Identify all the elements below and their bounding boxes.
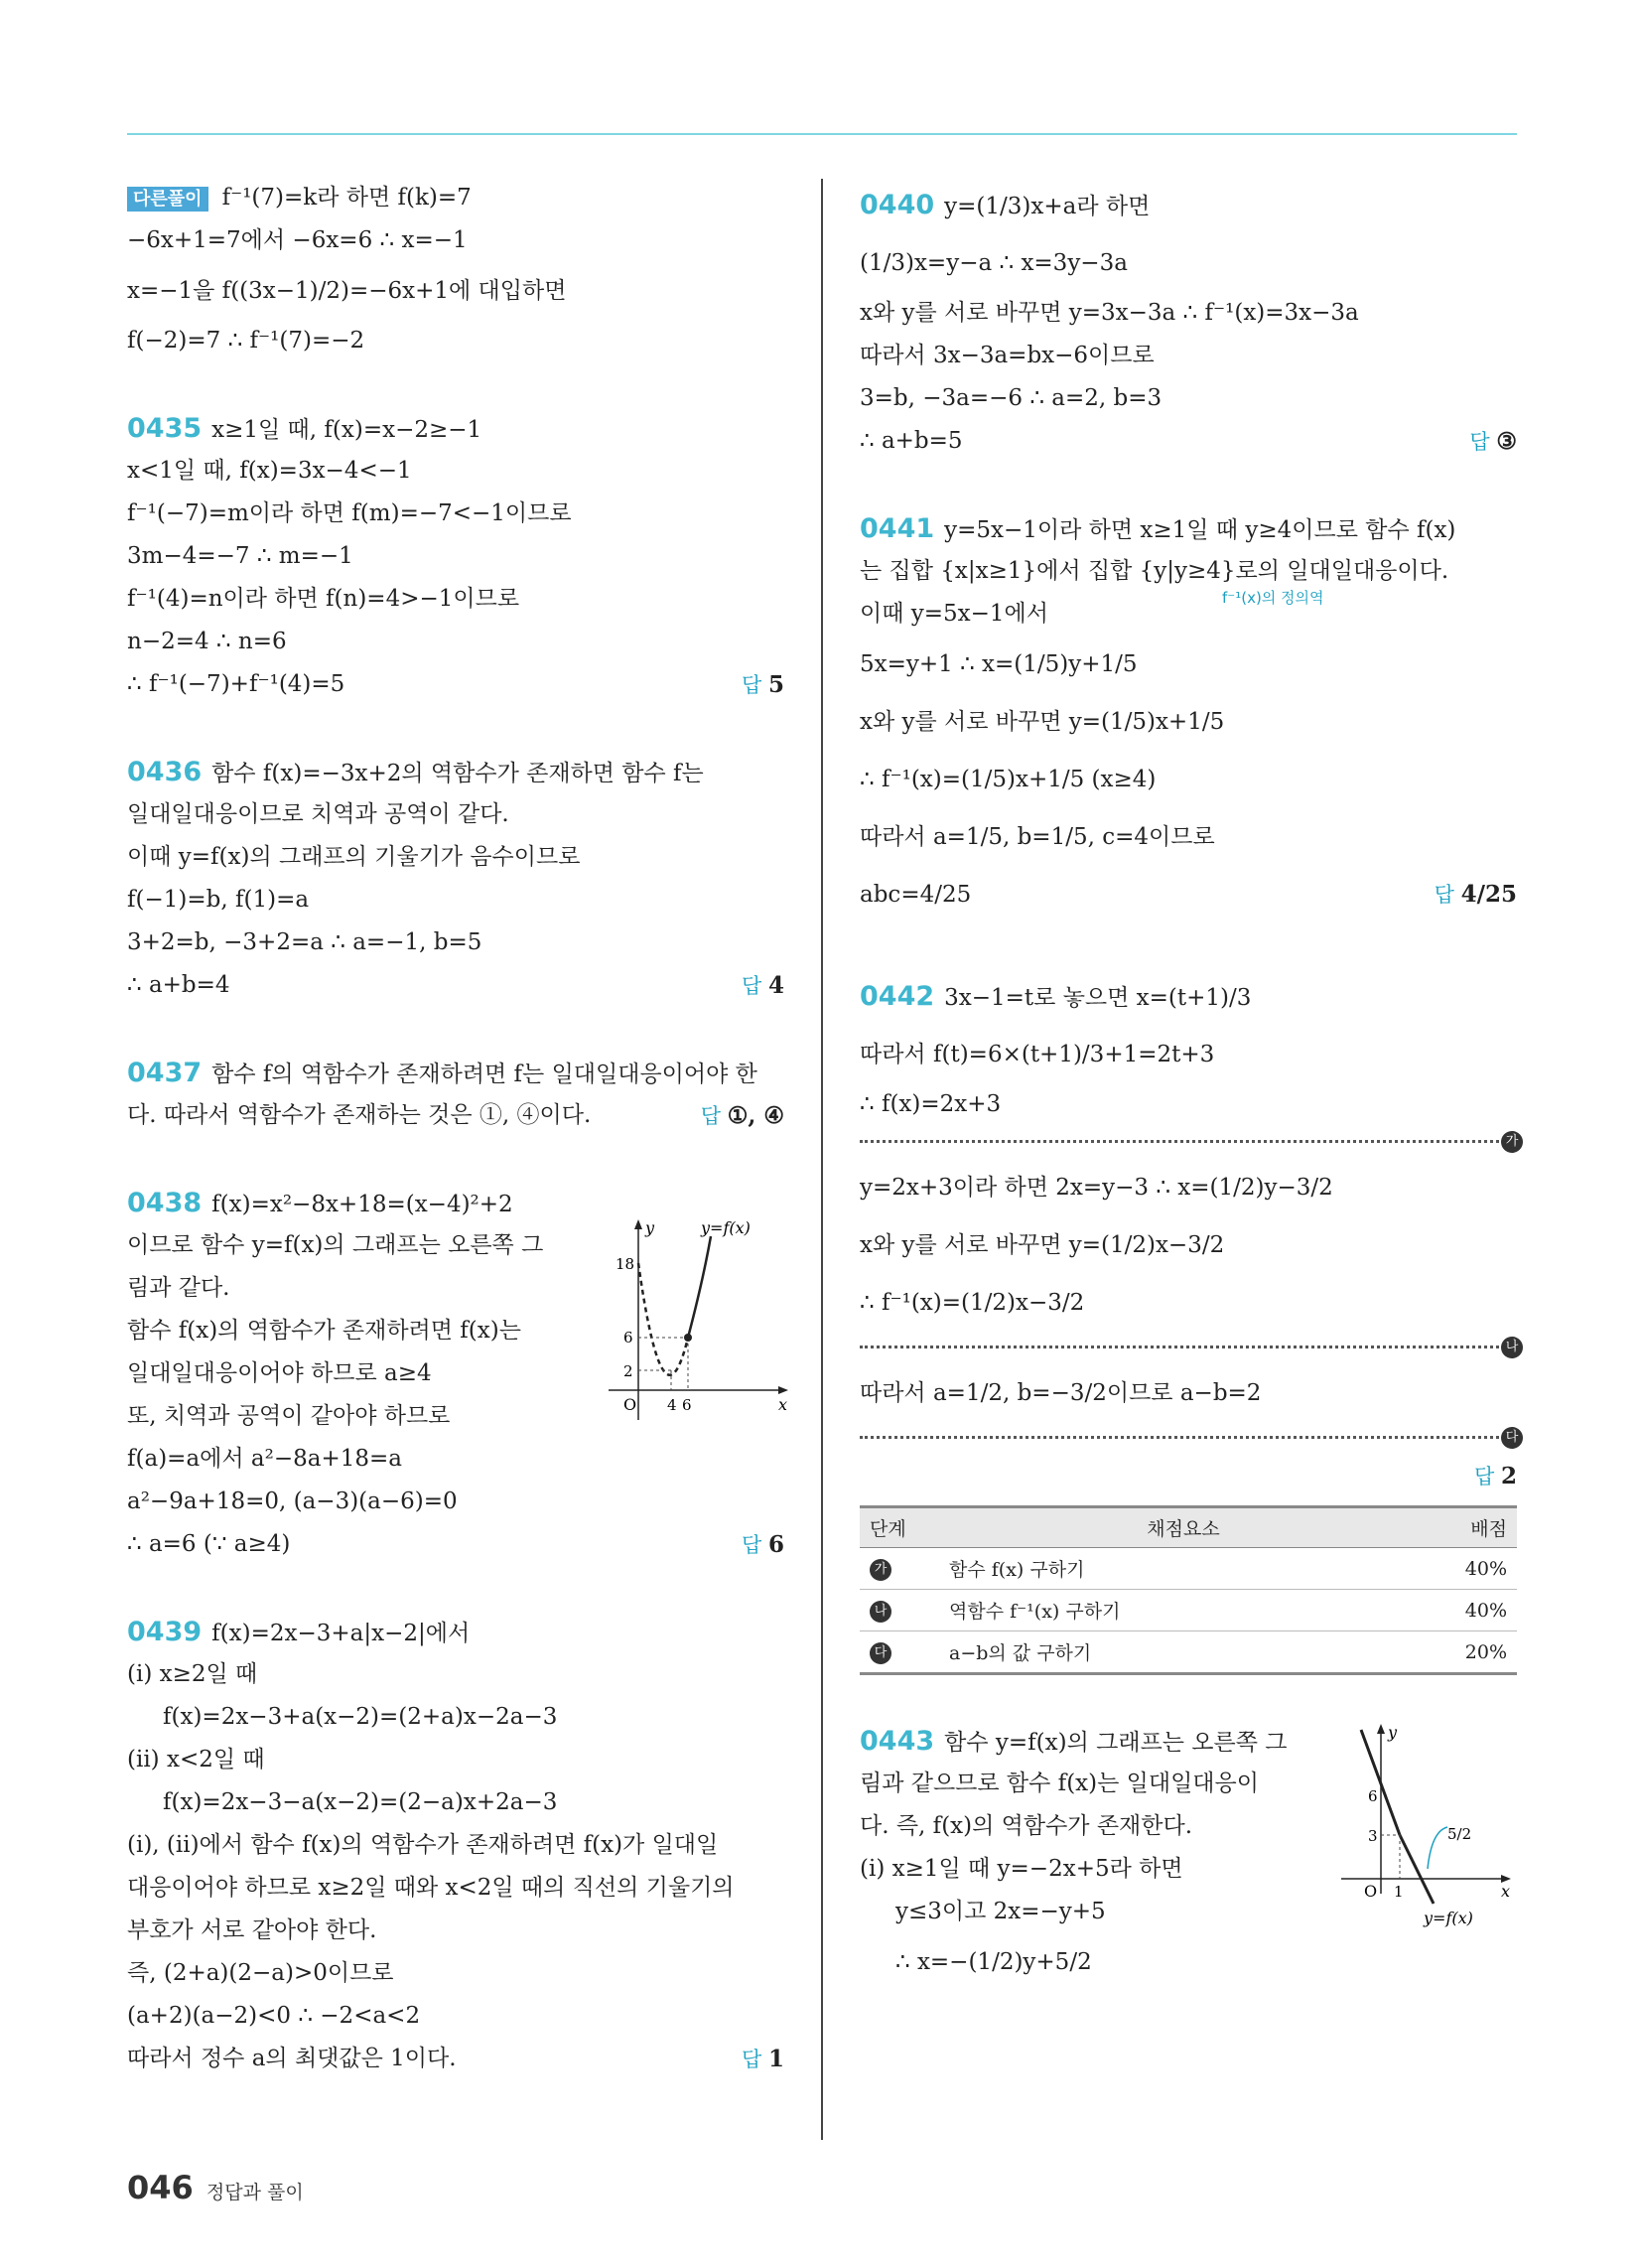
answer: 답 4 — [742, 972, 784, 999]
problem-number: 0443 — [860, 1726, 935, 1757]
parabola-graph — [604, 1211, 792, 1440]
problem-number: 0441 — [860, 513, 935, 544]
answer: 답 ①, ④ — [700, 1102, 784, 1129]
answer: 답 1 — [742, 2046, 784, 2072]
y-tick-6: 6 — [1368, 1787, 1378, 1805]
func-label: y=f(x) — [1424, 1909, 1473, 1927]
page-footer — [127, 2169, 304, 2206]
step-divider — [860, 1340, 1519, 1354]
column-divider — [821, 179, 823, 2140]
problem-number: 0438 — [127, 1188, 203, 1218]
step-mark: 다 — [1501, 1427, 1523, 1449]
problem-0439: 0439 f(x)=2x−3+a|x−2|에서 (i) x≥2일 때 f(x)=2x−3+a(x−2)=(2+a)x−2a−3 (ii) x<2일 때 f(x)=2x−3−a(x−2)=(2−a)x+2a−3 (i), (ii)에서 함수 f(x)의 역함수가 존재하려면 f(x)가 일대일 대응이어야 하므로 x≥2일 때와 x<2일 때의 직선의 기울기의 부호가 서로 같아야 한다. 즉, (2+a)(2−a)>0이므로 (a+2)(a−2)<0 ∴ −2<a<2 따라서 정수 a의 최댓값은 1이다. 답 1 — [127, 1611, 784, 2080]
y-tick-6: 6 — [623, 1329, 633, 1347]
problem-0436: 0436 함수 f(x)=−3x+2의 역함수가 존재하면 함수 f는 일대일대응이므로 치역과 공역이 같다. 이때 y=f(x)의 그래프의 기울기가 음수이므로 f(−1)=b, f(1)=a 3+2=b, −3+2=a ∴ a=−1, b=5 ∴ a+b=4 답 4 — [127, 751, 784, 1007]
problem-number: 0440 — [860, 190, 935, 220]
x-axis-label: x — [778, 1395, 788, 1414]
answer: 답 6 — [742, 1531, 784, 1558]
x-axis-label: x — [1501, 1882, 1511, 1901]
func-label: y=f(x) — [701, 1218, 751, 1237]
table-row: 나 역함수 f⁻¹(x) 구하기 40% — [860, 1590, 1517, 1631]
answer: 답 ③ — [1469, 428, 1517, 455]
problem-0437: 0437 함수 f의 역함수가 존재하려면 f는 일대일대응이어야 한 다. 따라서 역함수가 존재하는 것은 ①, ④이다. 답 ①, ④ — [127, 1052, 784, 1137]
y-axis-label: y — [1388, 1723, 1398, 1742]
x-tick-1: 1 — [1394, 1883, 1404, 1901]
scoring-table: 단계 채점요소 배점 가 함수 f(x) 구하기 40% 나 역함수 f⁻¹(x) 구하기 40% 다 a−b의 값 구하기 20% — [860, 1505, 1517, 1675]
step-mark: 가 — [1501, 1131, 1523, 1153]
solid-curve — [688, 1236, 711, 1338]
origin-label: O — [1364, 1882, 1378, 1901]
problem-0438: 0438 f(x)=x²−8x+18=(x−4)²+2 이므로 함수 y=f(x)의 그래프는 오른쪽 그 림과 같다. 함수 f(x)의 역함수가 존재하려면 f(x)는 일대일대응이어야 하므로 a≥4 또, 치역과 공역이 같아야 하므로 f(a)=a에서 a²−8a+18=a a²−9a+18=0, (a−3)(a−6)=0 ∴ a=6 (∵ a≥4) 답 6 y x O y=f(x) 18 6 2 4 6 — [127, 1182, 784, 1566]
top-rule — [127, 133, 1517, 135]
step-divider — [860, 1430, 1519, 1445]
alt-solution: 다른풀이 f⁻¹(7)=k라 하면 f(k)=7 −6x+1=7에서 −6x=6 ∴ x=−1 x=−1을 f((3x−1)/2)=−6x+1에 대입하면 f(−2)=7 ∴ f⁻¹(7)=−2 — [127, 185, 567, 354]
problem-0435: 0435 x≥1일 때, f(x)=x−2≥−1 x<1일 때, f(x)=3x−4<−1 f⁻¹(−7)=m이라 하면 f(m)=−7<−1이므로 3m−4=−7 ∴ m=−1 f⁻¹(4)=n이라 하면 f(n)=4>−1이므로 n−2=4 ∴ n=6 ∴ f⁻¹(−7)+f⁻¹(4)=5 답 5 — [127, 407, 784, 706]
right-column — [860, 177, 1517, 1991]
y-tick-2: 2 — [623, 1362, 633, 1380]
problem-0441: 0441 y=5x−1이라 하면 x≥1일 때 y≥4이므로 함수 f(x) 는 집합 {x|x≥1}에서 집합 {y|y≥4}로의 일대일대응이다. 이때 y=5x−1에서 f⁻¹(x)의 정의역 5x=y+1 ∴ x=(1/5)y+1/5 x와 y를 서로 바꾸면 y=(1/5)x+1/5 ∴ f⁻¹(x)=(1/5)x+1/5 (x≥4) 따라서 a=1/5, b=1/5, c=4이므로 abc=4/25 답 4/25 — [860, 507, 1517, 923]
problem-number: 0437 — [127, 1058, 203, 1088]
problem-0442: 0442 3x−1=t로 놓으면 x=(t+1)/3 따라서 f(t)=6×(t+1)/3+1=2t+3 ∴ f(x)=2x+3 가 y=2x+3이라 하면 2x=y−3 ∴ x=(1/2)y−3/2 x와 y를 서로 바꾸면 y=(1/2)x−3/2 ∴ f⁻¹(x)=(1/2)x−3/2 나 따라서 a=1/2, b=−3/2이므로 a−b=2 다 답 2 단계 채점요소 배점 가 함수 f(x) 구하기 40% 나 역함수 f⁻¹(x) 구하기 40% 다 a−b의 값 구하기 20% — [860, 968, 1517, 1675]
alt-tag: 다른풀이 — [127, 187, 208, 212]
problem-number: 0439 — [127, 1617, 203, 1647]
problem-number: 0442 — [860, 981, 935, 1012]
table-row: 가 함수 f(x) 구하기 40% — [860, 1548, 1517, 1590]
problem-number: 0435 — [127, 413, 203, 444]
answer: 답 5 — [742, 671, 784, 698]
piecewise-graph — [1336, 1720, 1520, 1938]
problem-0440: 0440 y=(1/3)x+a라 하면 (1/3)x=y−a ∴ x=3y−3a x와 y를 서로 바꾸면 y=3x−3a ∴ f⁻¹(x)=3x−3a 따라서 3x−3a=bx−6이므로 3=b, −3a=−6 ∴ a=2, b=3 ∴ a+b=5 답 ③ — [860, 177, 1517, 463]
step-divider — [860, 1134, 1519, 1149]
step-mark: 나 — [1501, 1337, 1523, 1358]
problem-number: 0436 — [127, 757, 203, 787]
x-tick-4: 4 — [667, 1396, 677, 1414]
page-number: 046 — [127, 2169, 194, 2206]
y-tick-18: 18 — [616, 1255, 635, 1273]
answer: 답 4/25 — [1434, 881, 1517, 908]
y-tick-3: 3 — [1368, 1827, 1378, 1845]
point-label: 5/2 — [1447, 1825, 1472, 1843]
domain-note: f⁻¹(x)의 정의역 — [1222, 589, 1324, 607]
y-axis-label: y — [645, 1218, 655, 1237]
dashed-curve — [638, 1263, 688, 1375]
page-footer-title: 정답과 풀이 — [205, 2182, 304, 2203]
table-row: 다 a−b의 값 구하기 20% — [860, 1631, 1517, 1674]
origin-label: O — [623, 1395, 637, 1414]
x-tick-6: 6 — [682, 1396, 692, 1414]
problem-0443: 0443 함수 y=f(x)의 그래프는 오른쪽 그 림과 같으므로 함수 f(x)는 일대일대응이 다. 즉, f(x)의 역함수가 존재한다. (i) x≥1일 때 y=−2x+5라 하면 y≤3이고 2x=−y+5 ∴ x=−(1/2)y+5/2 y x O 6 3 1 5/2 y=f(x) — [860, 1720, 1517, 1991]
left-column — [127, 177, 788, 2080]
answer: 답 2 — [1474, 1463, 1517, 1489]
